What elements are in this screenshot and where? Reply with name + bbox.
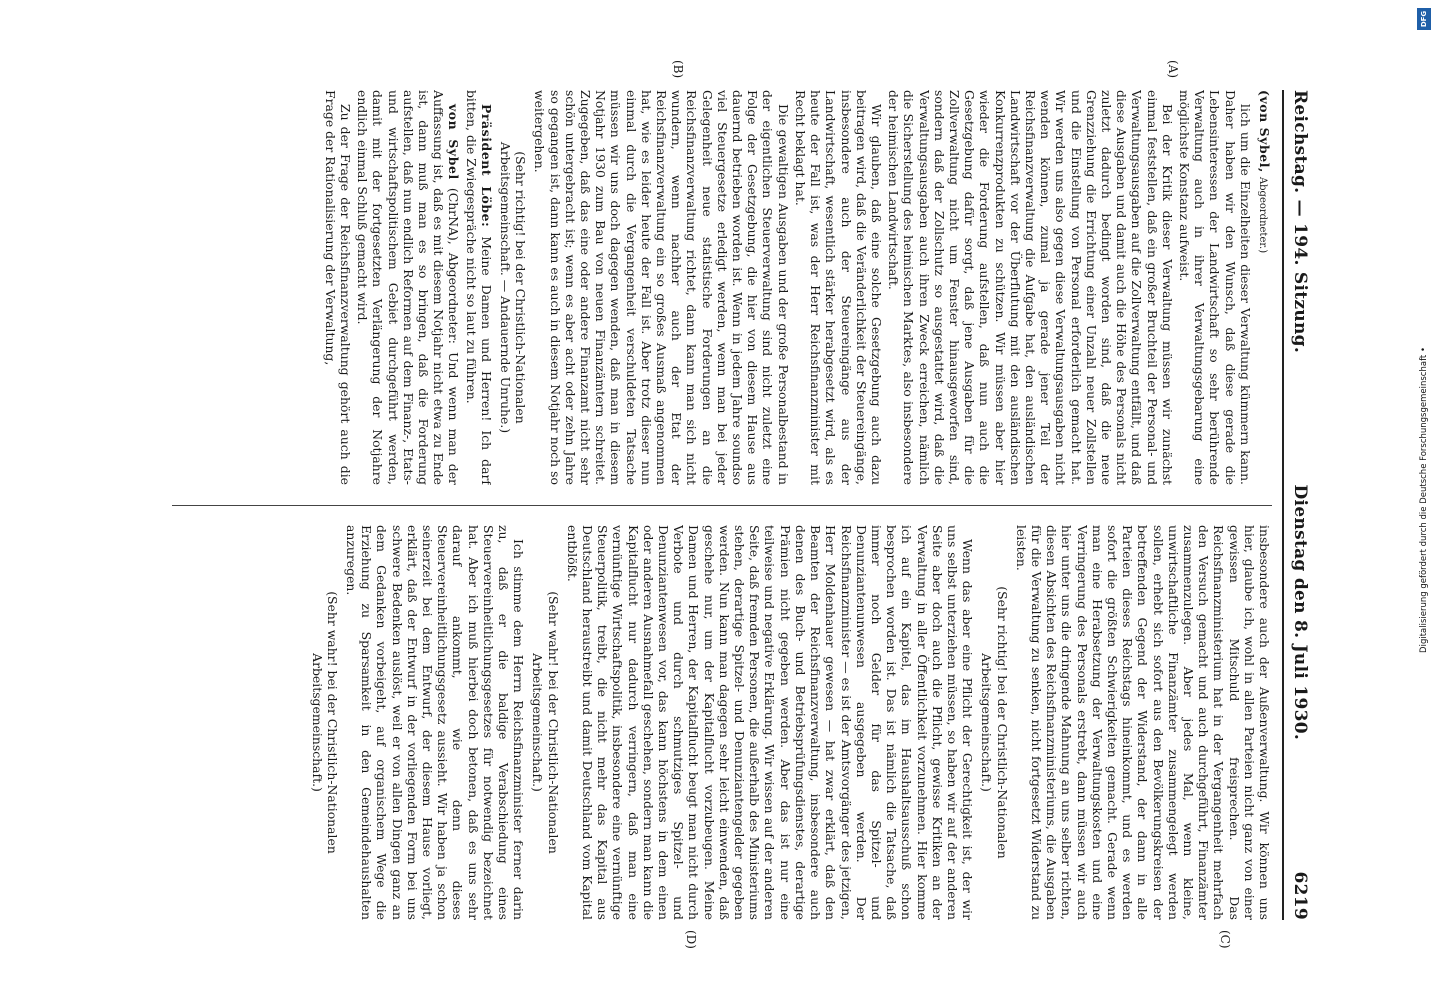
speech-text: (ChrNA), Abgeordneter: Und wenn man der Auffassung ist, daß es mit diesem Notjahr nicht etwa zu Ende ist, dann muß man es so bringen, daß die Forderung aufstellen, daß nun endlich Reformen auf dem Finanz-, Etats- und wirtschaftspolitischem Gebiet durchgeführt werden, damit mit der fortgesetzten Verlängerung der Notjahre endlich einmal Schluß gemacht wird. <box>355 90 462 485</box>
left-column <box>152 90 1272 485</box>
page-content <box>140 60 1310 949</box>
column-divider <box>172 505 1272 506</box>
paragraph: Ich stimme dem Herrn Reichsfinanzminister ferner darin zu, daß er die baldige Verabschiedung eines Steuervereinheitlichungsgesetzes für notwendig bezeichnet hat. Aber ich muß hierbei doch betonen, daß es uns sehr darauf ankommt, wie denn dieses Steuervereinheitlichungsgesetz aussieht. Wir haben ja schon seinerzeit bei dem Entwurf, der diesem Hause vorliegt, erklärt, daß der Entwurf in der vorliegenden Form bei uns schwere Bedenken auslöst, weil er von allen Dingen ganz an dem Gedanken vorbeigeht, auf organischem Wege die Erziehung zu Sparsamkeit in den Gemeindehaushalten anzuregen. <box>344 525 527 920</box>
dfg-logo <box>1417 8 1431 30</box>
margin-marker-a: (A) <box>1166 60 1180 79</box>
speech-paragraph <box>463 90 493 485</box>
paragraph: Wenn das aber eine Pflicht der Gerechtigkeit ist, der wir uns selbst unterziehen müssen, so haben wir auf der anderen Seite aber doch auch die Pflicht, gewisse Kritiken an der Verwaltung in aller Öffentlichkeit vorzunehmen. Hier komme ich auf ein Kapitel, das im Haushaltsausschuß schon besprochen worden ist. Das ist nämlich die Tatsache, daß immer noch Gelder für das Spitzel- und Denunziantenunwesen ausgegeben werden. Der Reichsfinanzminister — es ist der Amtsvorgänger des jetzigen, Herr Moldenhauer gewesen — hat zwar erklärt, daß den Beamten der Reichsfinanzverwaltung, insbesondere auch denen des Buch- und Betriebsprüfungsdienstes, derartige Prämien nicht gegeben werden. Aber das ist nur eine teilweise und negative Erklärung. Wir wissen auf der anderen Seite, daß fremden Personen, die außerhalb des Ministeriums stehen, derartige Spitzel- und Denunziantengelder gegeben werden. Nun kann man dagegen sehr leicht einwenden, daß geschehe nur, um der Kapitalflucht vorzubeugen. Meine Damen und Herren, der Kapitalflucht beugt man nicht durch Verbote und durch schmutziges Spitzel- und Denunziantenwesen vor, das kann höchstens in dem einen oder anderen Ausnahmefall geschehen, sondern man kann die Kapitalflucht nur dadurch verringern, daß man eine vernünftige Wirtschaftspolitik, insbesondere eine vernünftige Steuerpolitik, treibt, die nicht mehr das Kapital aus Deutschland heraustreibt und damit Deutschland vom Kapital entblößt. <box>564 525 976 920</box>
paragraph: lich um die Einzelheiten dieser Verwaltung kümmern kann. Daher haben wir den Wunsch, daß diese gerade die Lebensinteressen der Landwirtschaft so sehr berührende Verwaltung auch in ihrer Verwaltungsgebarung eine möglichste Konstanz aufweist. <box>1176 90 1253 485</box>
paragraph: Die gewaltigen Ausgaben und der große Personalbestand in der eigentlichen Steuerverwaltung sind nicht zuletzt eine Folge der Gesetzgebung, die hier von diesem Hause aus dauernd betrieben worden ist. Wenn in jedem Jahre soundso viel Steuergesetze erledigt werden, wenn man bei jeder Gelegenheit neue statistische Forderungen an die Reichsfinanzverwaltung richtet, dann kann man sich nicht wundern, wenn nachher auch der Etat der Reichsfinanzverwaltung ein so großes Ausmaß angenommen hat, wie es leider heute der Fall ist. Aber trotz dieser nun einmal durch die Vergangenheit verschuldeten Tatsache müssen wir uns doch dagegen wenden, daß man in diesem Notjahr 1930 zum Bau von neuen Finanzämtern schreitet. Zugegeben, daß das eine oder andere Finanzamt nicht sehr schön untergebracht ist; wenn es aber acht oder zehn Jahre so gegangen ist, dann kann es auch in diesem Notjahr noch so weitergehen. <box>532 90 791 485</box>
speaker-name: Präsident Löbe: <box>478 104 494 228</box>
page-header <box>1284 90 1310 920</box>
dfg-logo-text: DFG <box>1420 10 1428 28</box>
margin-marker-c: (C) <box>1218 930 1232 949</box>
margin-marker-d: (D) <box>684 930 698 949</box>
interjection: (Sehr richtig! bei der Christlich-Nationalen Arbeitsgemeinschaft. — Andauernde Unruhe.) <box>498 141 529 434</box>
interjection: (Sehr wahr! bei der Christlich-Nationalen Arbeitsgemeinschaft.) <box>530 591 561 854</box>
speech-text: Meine Damen und Herren! Ich darf bitten, die Zwiegespräche nicht so laut zu führen. <box>463 90 494 485</box>
speech-paragraph <box>355 90 461 485</box>
interjection: (Sehr wahr! bei der Christlich-Nationalen Arbeitsgemeinschaft.) <box>309 591 340 854</box>
digitization-note-text: Digitalisierung gefördert durch die Deutsche Forschungsgemeinschaft • <box>1419 347 1429 653</box>
margin-marker-b: (B) <box>671 60 685 79</box>
page-number: 6219 <box>1290 871 1310 920</box>
paragraph: Bei der Kritik dieser Verwaltung müssen wir zunächst einmal feststellen, daß ein großer Bruchteil der Personal- und Verwaltungsausgaben auf die Zollverwaltung entfällt, und daß diese Ausgaben und damit auch die Höhe des Personals nicht zuletzt dadurch bedingt worden sind, daß die neue Grenzziehung die Errichtung einer Unzahl neuer Zollstellen und die Einstellung von Personal erforderlich gemacht hat. Wir werden uns also gegen diese Verwaltungsausgaben nicht wenden können, zumal ja gerade jener Teil der Reichsfinanzverwaltung die Aufgabe hat, den ausländischen Landwirtschaft vor der Überflutung mit den ausländischen Konkurrenzprodukten zu schützen. Wir müssen aber hier wieder die Forderung aufstellen, daß nun auch die Gesetzgebung dafür sorgt, daß jene Ausgaben für die Zollverwaltung nicht um Fenster hinausgeworfen sind, sondern daß der Zollschutz so ausgestattet wird, daß die Verwaltungsausgaben auch ihren Zweck erreichen, nämlich die Sicherstellung des heimischen Marktes, also insbesondere der heimischen Landwirtschaft. <box>886 90 1175 485</box>
paragraph: Zu der Frage der Reichsfinanzverwaltung gehört auch die Frage der Rationalisierung der Verwaltung, <box>322 90 354 485</box>
speaker-line <box>1255 90 1272 485</box>
speaker-name: (von Sybel, <box>1257 90 1272 173</box>
speaker-name: von Sybel <box>446 104 462 180</box>
right-column <box>152 525 1272 920</box>
digitization-note <box>1416 8 1432 992</box>
speaker-role: Abgeordneter.) <box>1257 176 1268 254</box>
header-center: Dienstag den 8. Juli 1930. <box>1290 484 1310 741</box>
header-left: Reichstag. — 194. Sitzung. <box>1290 90 1310 354</box>
interjection: (Sehr richtig! bei der Christlich-Nationalen Arbeitsgemeinschaft.) <box>979 586 1010 859</box>
paragraph: insbesondere auch der Außenverwaltung. Wir können uns hier, glaube ich, wohl in allen Parteien nicht ganz von einer gewissen Mitschuld freisprechen. Das Reichsfinanzministerium hat in der Vergangenheit mehrfach den Versuch gemacht und auch durchgeführt, Finanzämter zusammenzulegen. Aber jedes Mal, wenn kleine, unwirtschaftliche Finanzämter zusammengelegt werden sollen, erhebt sich sofort aus den Bevölkerungskreisen der betreffenden Gegend der Widerstand, der dann in alle Parteien dieses Reichstags hineinkommt, und es werden sofort die größten Schwierigkeiten gemacht. Gerade wenn man eine Herabsetzung der Verwaltungskosten und eine Verringerung des Personals erstrebt, dann müssen wir auch hier unter uns die dringende Mahnung an uns selber richten, diesen Absichten des Reichsfinanzministeriums, die Ausgaben für die Verwaltung zu senken, nicht fortgesetzt Widerstand zu leisten. <box>1013 525 1272 920</box>
paragraph: Wir glauben, daß eine solche Gesetzgebung auch dazu beitragen wird, daß die Veränderlichkeit der Steuereingänge, insbesondere auch der Steuereingänge aus der Landwirtschaft, wesentlich stärker herabgesetzt wird, als es heute der Fall ist, was der Herr Reichsfinanzminister mit Recht beklagt hat. <box>792 90 884 485</box>
header-rule <box>1282 90 1284 920</box>
